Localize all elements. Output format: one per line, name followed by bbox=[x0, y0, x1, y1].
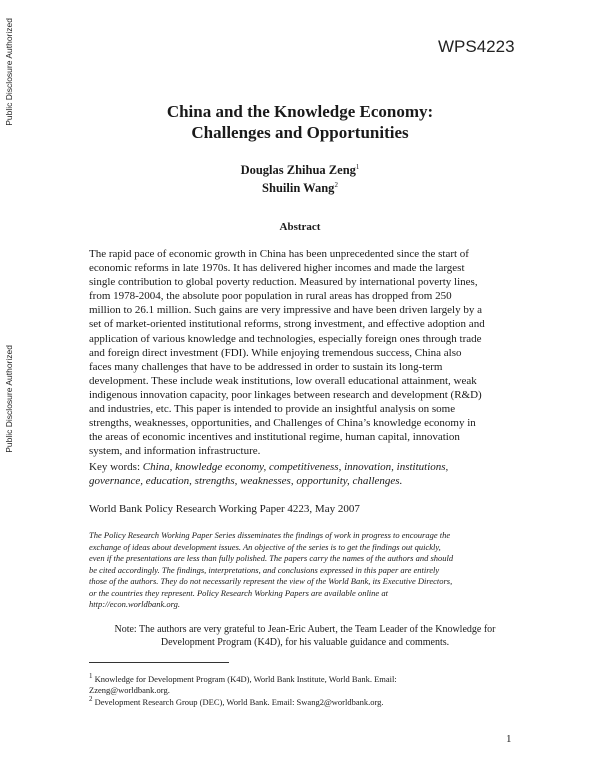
disclaimer-line: The Policy Research Working Paper Series disseminates the findings of work in progress to encourage the bbox=[89, 530, 451, 540]
abstract-line: single contribution to global poverty reduction. Measured by international poverty lines, bbox=[89, 276, 478, 289]
note-line: Note: The authors are very grateful to Jean-Eric Aubert, the Team Leader of the Knowledge for bbox=[114, 624, 496, 635]
acknowledgement-note bbox=[95, 623, 515, 649]
disclaimer-line: those of the authors. They do not necessarily represent the view of the World Bank, its Executive Directors, bbox=[89, 576, 453, 586]
keywords-line bbox=[89, 460, 519, 474]
author-name: Shuilin Wang bbox=[262, 181, 335, 196]
abstract-line: economic reforms in late 1970s. It has delivered higher incomes and made the largest bbox=[89, 262, 465, 275]
abstract-line: million to 26.1 million. Such gains are very impressive and have been driven largely by a bbox=[89, 304, 482, 317]
disclaimer-line: exchange of ideas about development issues. An objective of the series is to get the findings out quickly, bbox=[89, 541, 441, 552]
abstract-line: from 1978-2004, the absolute poor population in rural areas has dropped from 250 bbox=[89, 290, 452, 303]
abstract-line: indigenous innovation capacity, poor linkages between research and development (R&D) bbox=[89, 388, 482, 401]
author-list bbox=[0, 160, 600, 196]
title-line: China and the Knowledge Economy: bbox=[166, 102, 434, 121]
series-disclaimer bbox=[89, 530, 519, 611]
note-line: Development Program (K4D), for his valuable guidance and comments. bbox=[160, 637, 450, 648]
footnote-number: 1 bbox=[89, 672, 93, 680]
keywords-terms: governance, education, strengths, weaknesses, opportunity, challenges. bbox=[89, 475, 403, 488]
title-line: Challenges and Opportunities bbox=[191, 123, 409, 142]
disclaimer-line: be cited accordingly. The findings, interpretations, and conclusions expressed in this paper are entirely bbox=[89, 564, 440, 575]
author-name: Douglas Zhihua Zeng bbox=[240, 163, 356, 178]
working-paper-citation: World Bank Policy Research Working Paper 4223, May 2007 bbox=[89, 503, 360, 515]
footnote-text: Development Research Group (DEC), World Bank. Email: Swang2@worldbank.org. bbox=[94, 696, 384, 707]
abstract-body bbox=[89, 247, 519, 458]
author bbox=[0, 178, 600, 196]
footnote-line: Zzeng@worldbank.org. bbox=[89, 684, 170, 695]
footnote bbox=[89, 671, 519, 696]
footnote bbox=[89, 694, 519, 708]
keywords-terms: China, knowledge economy, competitiveness, innovation, institutions, bbox=[142, 461, 449, 473]
abstract-line: system, and information infrastructure. bbox=[89, 445, 261, 458]
footnote-line bbox=[89, 671, 519, 685]
report-id: WPS4223 bbox=[438, 37, 515, 56]
disclosure-label-top: Public Disclosure Authorized bbox=[4, 18, 14, 126]
footnote-marker: 1 bbox=[355, 163, 360, 171]
abstract-line: development. These include weak institutions, low overall educational attainment, weak bbox=[89, 374, 477, 387]
abstract-line: The rapid pace of economic growth in China has been unprecedented since the start of bbox=[89, 248, 469, 260]
disclaimer-line: or the countries they represent. Policy Research Working Papers are available online at bbox=[89, 587, 388, 598]
page-number: 1 bbox=[506, 733, 512, 745]
abstract-line: set of market-oriented institutional reforms, strong investment, and effective adoption and bbox=[89, 318, 485, 331]
author bbox=[0, 160, 600, 178]
disclosure-label-middle: Public Disclosure Authorized bbox=[4, 345, 14, 453]
abstract-line: faces many challenges that have to be addressed in order to sustain its long-term bbox=[89, 360, 443, 373]
abstract-line: the areas of economic incentives and institutional regime, human capital, innovation bbox=[89, 431, 460, 444]
footnote-line bbox=[89, 694, 519, 708]
disclaimer-line: even if the presentations are less than fully polished. The papers carry the names of the authors and should bbox=[89, 553, 454, 563]
abstract-line: application of various knowledge and technologies, especially foreign ones through trade bbox=[89, 332, 482, 345]
abstract-line: and industries, etc. This paper is intended to provide an insightful analysis on some bbox=[89, 403, 456, 416]
footnote-marker: 2 bbox=[334, 181, 338, 190]
paper-title bbox=[0, 101, 600, 143]
footnote-number: 2 bbox=[89, 695, 93, 703]
abstract-line: strengths, weaknesses, opportunities, and Challenges of China’s knowledge economy in bbox=[89, 417, 476, 430]
abstract-heading: Abstract bbox=[279, 221, 321, 233]
footnote-text: Knowledge for Development Program (K4D), World Bank Institute, World Bank. Email: bbox=[94, 673, 397, 684]
abstract-line: and foreign direct investment (FDI). While enjoying tremendous success, China also bbox=[89, 346, 462, 359]
disclaimer-line: http://econ.worldbank.org. bbox=[89, 599, 181, 609]
keywords bbox=[89, 460, 519, 488]
keywords-label: Key words: bbox=[89, 461, 143, 473]
footnote-divider bbox=[89, 662, 229, 663]
